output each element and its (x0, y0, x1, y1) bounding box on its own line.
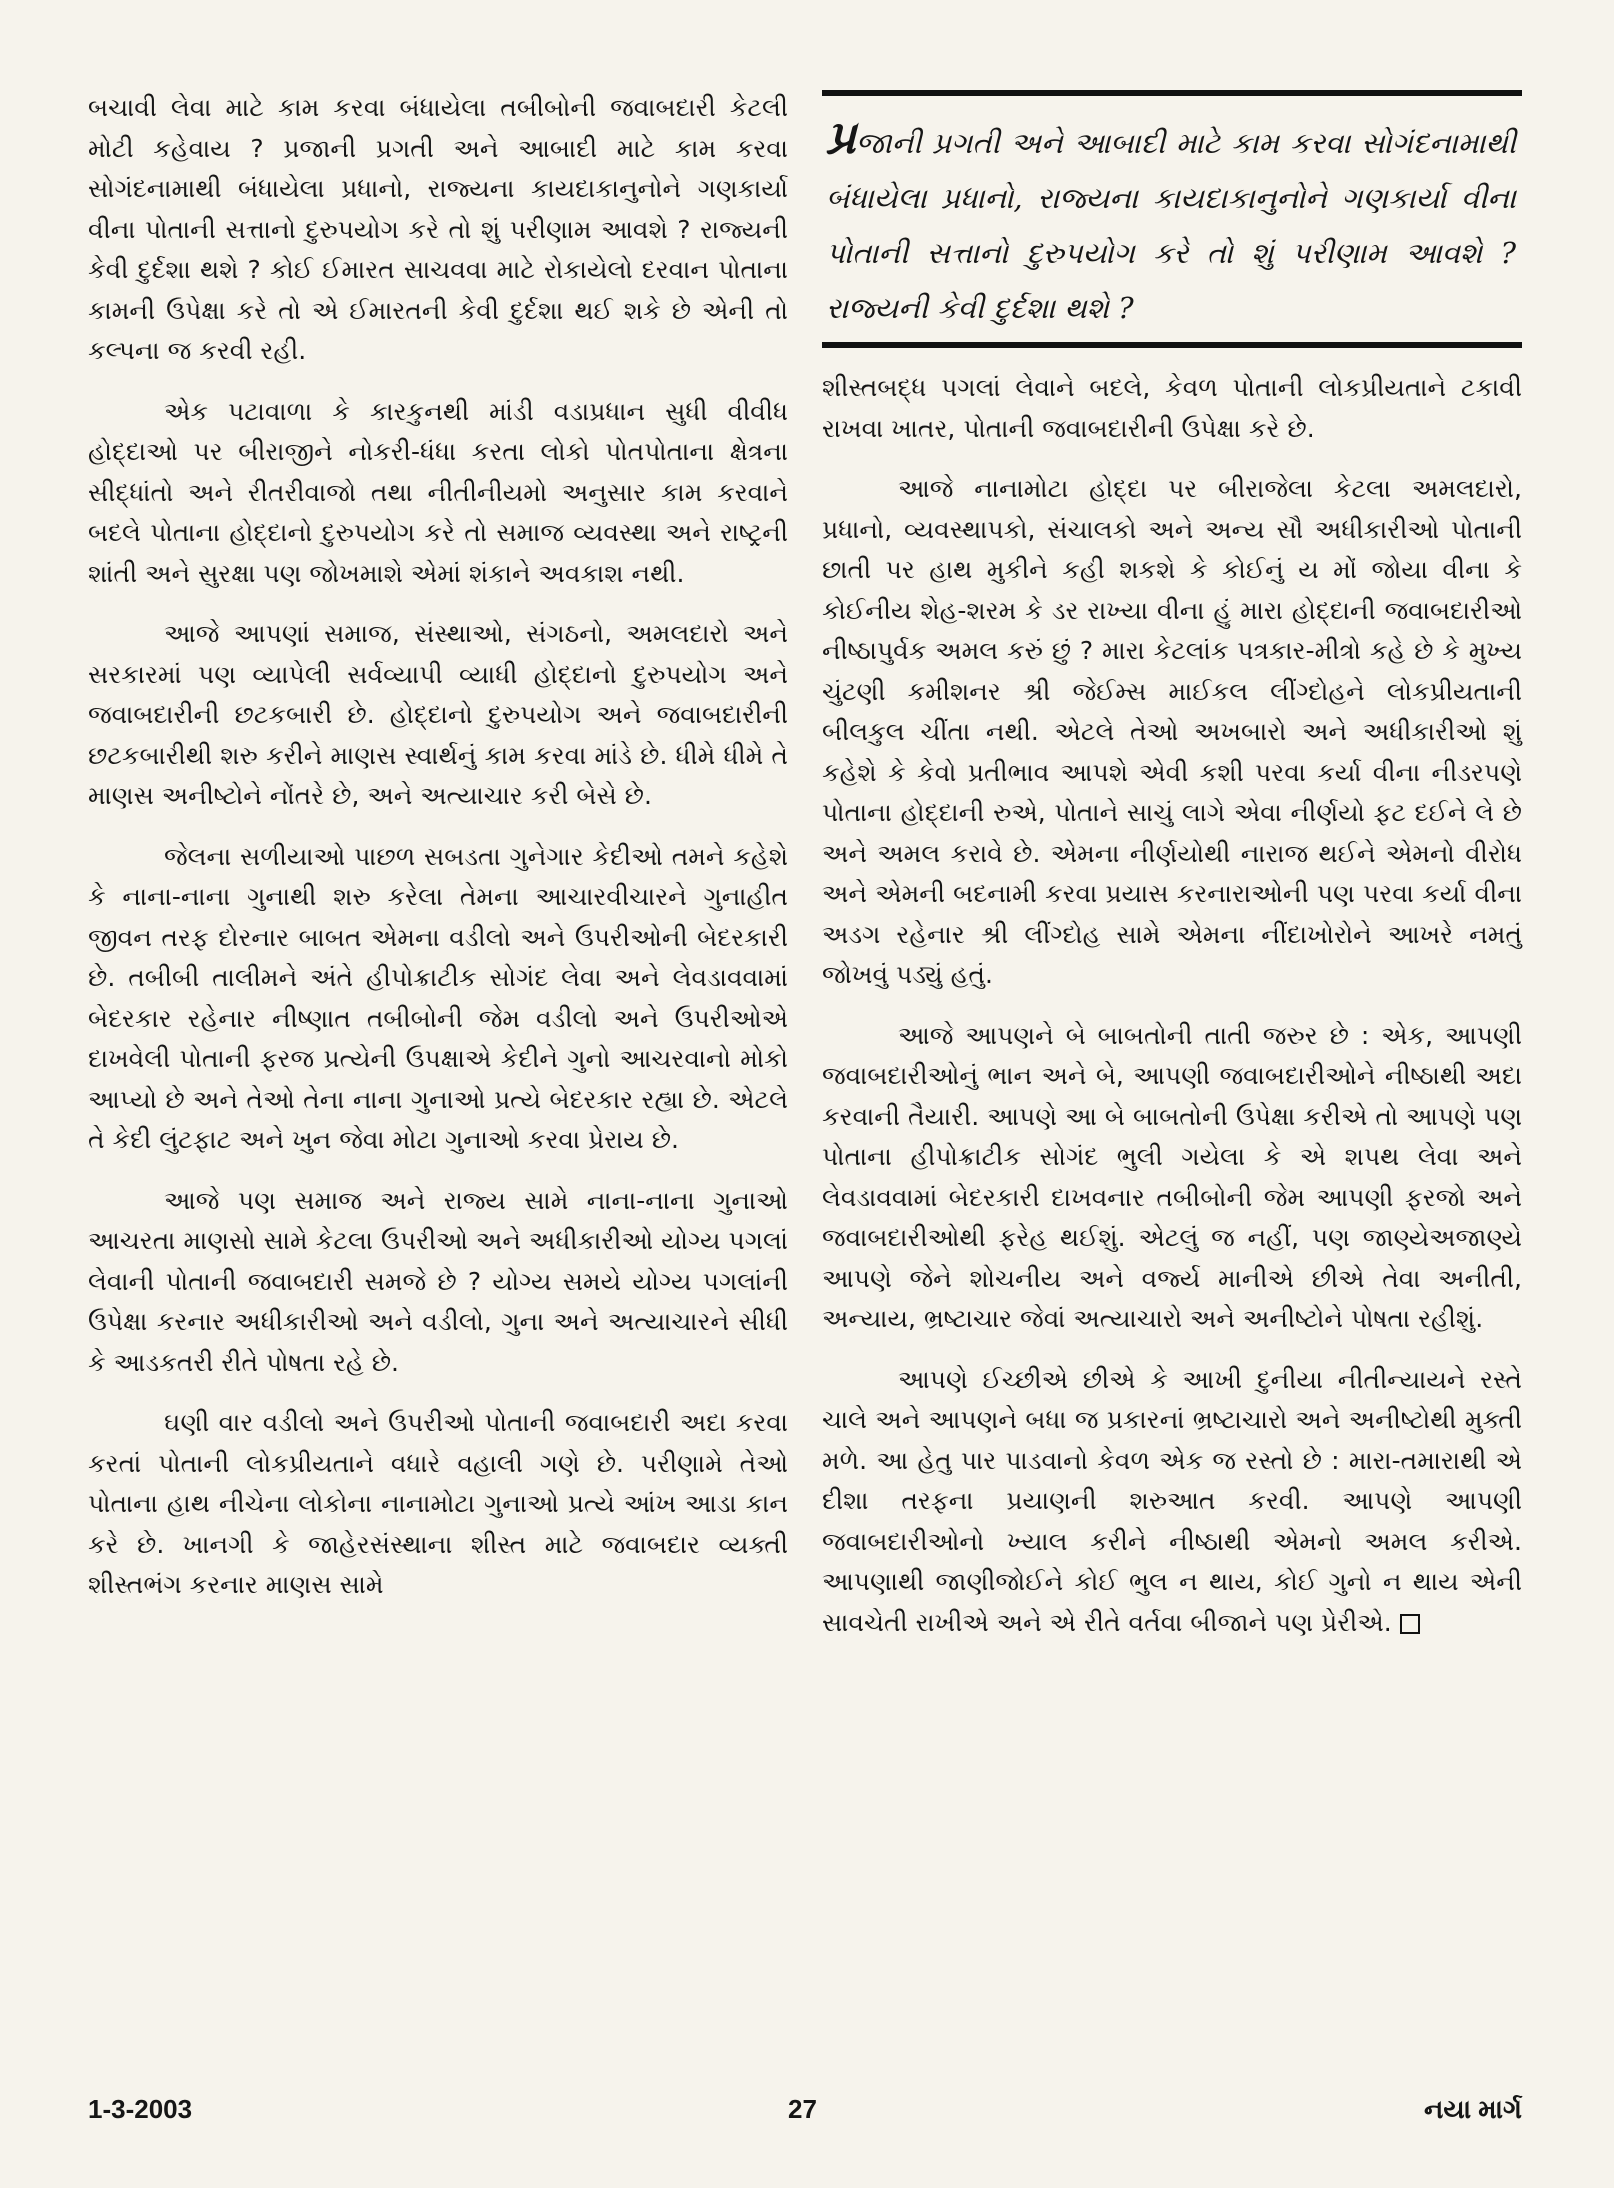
end-of-article-square-icon (1400, 1614, 1420, 1634)
page-number: 27 (788, 2094, 817, 2124)
page-footer (88, 2094, 1522, 2134)
left-column (88, 88, 788, 1626)
pull-quote-top-rule (822, 90, 1522, 96)
paragraph: શીસ્તબદ્ધ પગલાં લેવાને બદલે, કેવળ પોતાની લોકપ્રીયતાને ટકાવી રાખવા ખાતર, પોતાની જવાબદારીની ઉપેક્ષા કરે છે. (822, 373, 1522, 443)
paragraph: આજે આપણને બે બાબતોની તાતી જરુર છે : એક, આપણી જવાબદારીઓનું ભાન અને બે, આપણી જવાબદારીઓને નીષ્ઠાથી અદા કરવાની તૈયારી. આપણે આ બે બાબતોની ઉપેક્ષા કરીએ તો આપણે પણ પોતાના હીપોક્રાટીક સોગંદ ભુલી ગયેલા કે એ શપથ લેવા અને લેવડાવવામાં બેદરકારી દાખવનાર તબીબોની જેમ આપણી ફરજો અને જવાબદારીઓથી ફરેહ થઈશું. એટલું જ નહીં, પણ જાણ્યેઅજાણ્યે આપણે જેને શોચનીય અને વર્જ્ય માનીએ છીએ તેવા અનીતી, અન્યાય, ભ્રષ્ટાચાર જેવાં અત્યાચારો અને અનીષ્ટોને પોષતા રહીશું. (822, 1020, 1522, 1333)
pull-quote-bottom-rule (822, 342, 1522, 348)
paragraph: આજે નાનામોટા હોદ્દા પર બીરાજેલા કેટલા અમલદારો, પ્રધાનો, વ્યવસ્થાપકો, સંચાલકો અને અન્ય સૌ અધીકારીઓ પોતાની છાતી પર હાથ મુકીને કહી શકશે કે કોઈનું ય મોં જોયા વીના કે કોઈનીય શેહ-શરમ કે ડર રાખ્યા વીના હું મારા હોદ્દાની જવાબદારીઓ નીષ્ઠાપુર્વક અમલ કરું છું ? મારા કેટલાંક પત્રકાર-મીત્રો કહે છે કે મુખ્ય ચુંટણી કમીશનર શ્રી જેઈમ્સ માઈકલ લીંગ્દોહને લોકપ્રીયતાની બીલકુલ ચીંતા નથી. એટલે તેઓ અખબારો અને અધીકારીઓ શું કહેશે કે કેવો પ્રતીભાવ આપશે એવી કશી પરવા કર્યા વીના નીડરપણે પોતાના હોદ્દાની રુએ, પોતાને સાચું લાગે એવા નીર્ણયો ફટ દઈને લે છે અને અમલ કરાવે છે. એમના નીર્ણયોથી નારાજ થઈને એમનો વીરોધ અને એમની બદનામી કરવા પ્રયાસ કરનારાઓની પણ પરવા કર્યા વીના અડગ રહેનાર શ્રી લીંગ્દોહ સામે એમના નીંદાખોરોને આખરે નમતું જોખવું પડ્યું હતું. (822, 474, 1522, 989)
paragraph: આજે પણ સમાજ અને રાજ્ય સામે નાના-નાના ગુનાઓ આચરતા માણસો સામે કેટલા ઉપરીઓ અને અધીકારીઓ યોગ્ય પગલાં લેવાની પોતાની જવાબદારી સમજે છે ? યોગ્ય સમયે યોગ્ય પગલાંની ઉપેક્ષા કરનાર અધીકારીઓ અને વડીલો, ગુના અને અત્યાચારને સીધી કે આડકતરી રીતે પોષતા રહે છે. (88, 1185, 788, 1377)
paragraph: આજે આપણાં સમાજ, સંસ્થાઓ, સંગઠનો, અમલદારો અને સરકારમાં પણ વ્યાપેલી સર્વવ્યાપી વ્યાધી હોદ્દાનો દુરુપયોગ અને જવાબદારીની છટકબારી છે. હોદ્દાનો દુરુપયોગ અને જવાબદારીની છટકબારીથી શરુ કરીને માણસ સ્વાર્થનું કામ કરવા માંડે છે. ધીમે ધીમે તે માણસ અનીષ્ટોને નોંતરે છે, અને અત્યાચાર કરી બેસે છે. (88, 619, 788, 810)
paragraph: એક પટાવાળા કે કારકુનથી માંડી વડાપ્રધાન સુધી વીવીધ હોદ્દાઓ પર બીરાજીને નોકરી-ધંધા કરતા લોકો પોતપોતાના ક્ષેત્રના સીદ્ધાંતો અને રીતરીવાજો તથા નીતીનીયમો અનુસાર કામ કરવાને બદલે પોતાના હોદ્દાનો દુરુપયોગ કરે તો સમાજ વ્યવસ્થા અને રાષ્ટ્રની શાંતી અને સુરક્ષા પણ જોખમાશે એમાં શંકાને અવકાશ નથી. (88, 396, 788, 588)
pull-quote-body: જાની પ્રગતી અને આબાદી માટે કામ કરવા સોગંદનામાથી બંધાયેલા પ્રધાનો, રાજ્યના કાયદાકાનુનોને ગણકાર્યા વીના પોતાની સત્તાનો દુરુપયોગ કરે તો શું પરીણામ આવશે ? રાજ્યની કેવી દુર્દશા થશે ? (826, 126, 1516, 325)
right-column (822, 368, 1522, 1663)
pull-quote-dropcap: પ્ર (826, 110, 856, 164)
paragraph: ઘણી વાર વડીલો અને ઉપરીઓ પોતાની જવાબદારી અદા કરવા કરતાં પોતાની લોકપ્રીયતાને વધારે વહાલી ગણે છે. પરીણામે તેઓ પોતાના હાથ નીચેના લોકોના નાનામોટા ગુનાઓ પ્રત્યે આંખ આડા કાન કરે છે. ખાનગી કે જાહેરસંસ્થાના શીસ્ત માટે જવાબદાર વ્યક્તી શીસ્તભંગ કરનાર માણસ સામે (88, 1408, 788, 1599)
paragraph: બચાવી લેવા માટે કામ કરવા બંધાયેલા તબીબોની જવાબદારી કેટલી મોટી કહેવાય ? પ્રજાની પ્રગતી અને આબાદી માટે કામ કરવા સોગંદનામાથી બંધાયેલા પ્રધાનો, રાજ્યના કાયદાકાનુનોને ગણકાર્યા વીના પોતાની સત્તાનો દુરુપયોગ કરે તો શું પરીણામ આવશે ? રાજ્યની કેવી દુર્દશા થશે ? કોઈ ઈમારત સાચવવા માટે રોકાયેલો દરવાન પોતાના કામની ઉપેક્ષા કરે તો એ ઈમારતની કેવી દુર્દશા થઈ શકે છે એની તો કલ્પના જ કરવી રહી. (88, 93, 788, 365)
paragraph: જેલના સળીયાઓ પાછળ સબડતા ગુનેગાર કેદીઓ તમને કહેશે કે નાના-નાના ગુનાથી શરુ કરેલા તેમના આચારવીચારને ગુનાહીત જીવન તરફ દોરનાર બાબત એમના વડીલો અને ઉપરીઓની બેદરકારી છે. તબીબી તાલીમને અંતે હીપોક્રાટીક સોગંદ લેવા અને લેવડાવવામાં બેદરકાર રહેનાર નીષ્ણાત તબીબોની જેમ વડીલો અને ઉપરીઓએ દાખવેલી પોતાની ફરજ પ્રત્યેની ઉપક્ષાએ કેદીને ગુનો આચરવાનો મોકો આપ્યો છે અને તેઓ તેના નાના ગુનાઓ પ્રત્યે બેદરકાર રહ્યા છે. એટલે તે કેદી લુંટફાટ અને ખુન જેવા મોટા ગુનાઓ કરવા પ્રેરાય છે. (88, 841, 788, 1154)
issue-date: 1-3-2003 (88, 2094, 193, 2124)
pull-quote-text (826, 110, 1516, 336)
pull-quote (822, 84, 1522, 354)
magazine-name: નયા માર્ગ (1424, 2094, 1522, 2124)
paragraph (822, 1360, 1522, 1644)
closing-paragraph-text: આપણે ઈચ્છીએ છીએ કે આખી દુનીયા નીતીન્યાયને રસ્તે ચાલે અને આપણને બધા જ પ્રકારનાં ભ્રષ્ટાચારો અને અનીષ્ટોથી મુક્તી મળે. આ હેતુ પાર પાડવાનો કેવળ એક જ રસ્તો છે : મારા-તમારાથી એ દીશા તરફના પ્રયાણની શરુઆત કરવી. આપણે આપણી જવાબદારીઓનો ખ્યાલ કરીને નીષ્ઠાથી એમનો અમલ કરીએ. આપણાથી જાણીજોઈને કોઈ ભુલ ન થાય, કોઈ ગુનો ન થાય એની સાવચેતી રાખીએ અને એ રીતે વર્તવા બીજાને પણ પ્રેરીએ. (822, 1364, 1522, 1637)
